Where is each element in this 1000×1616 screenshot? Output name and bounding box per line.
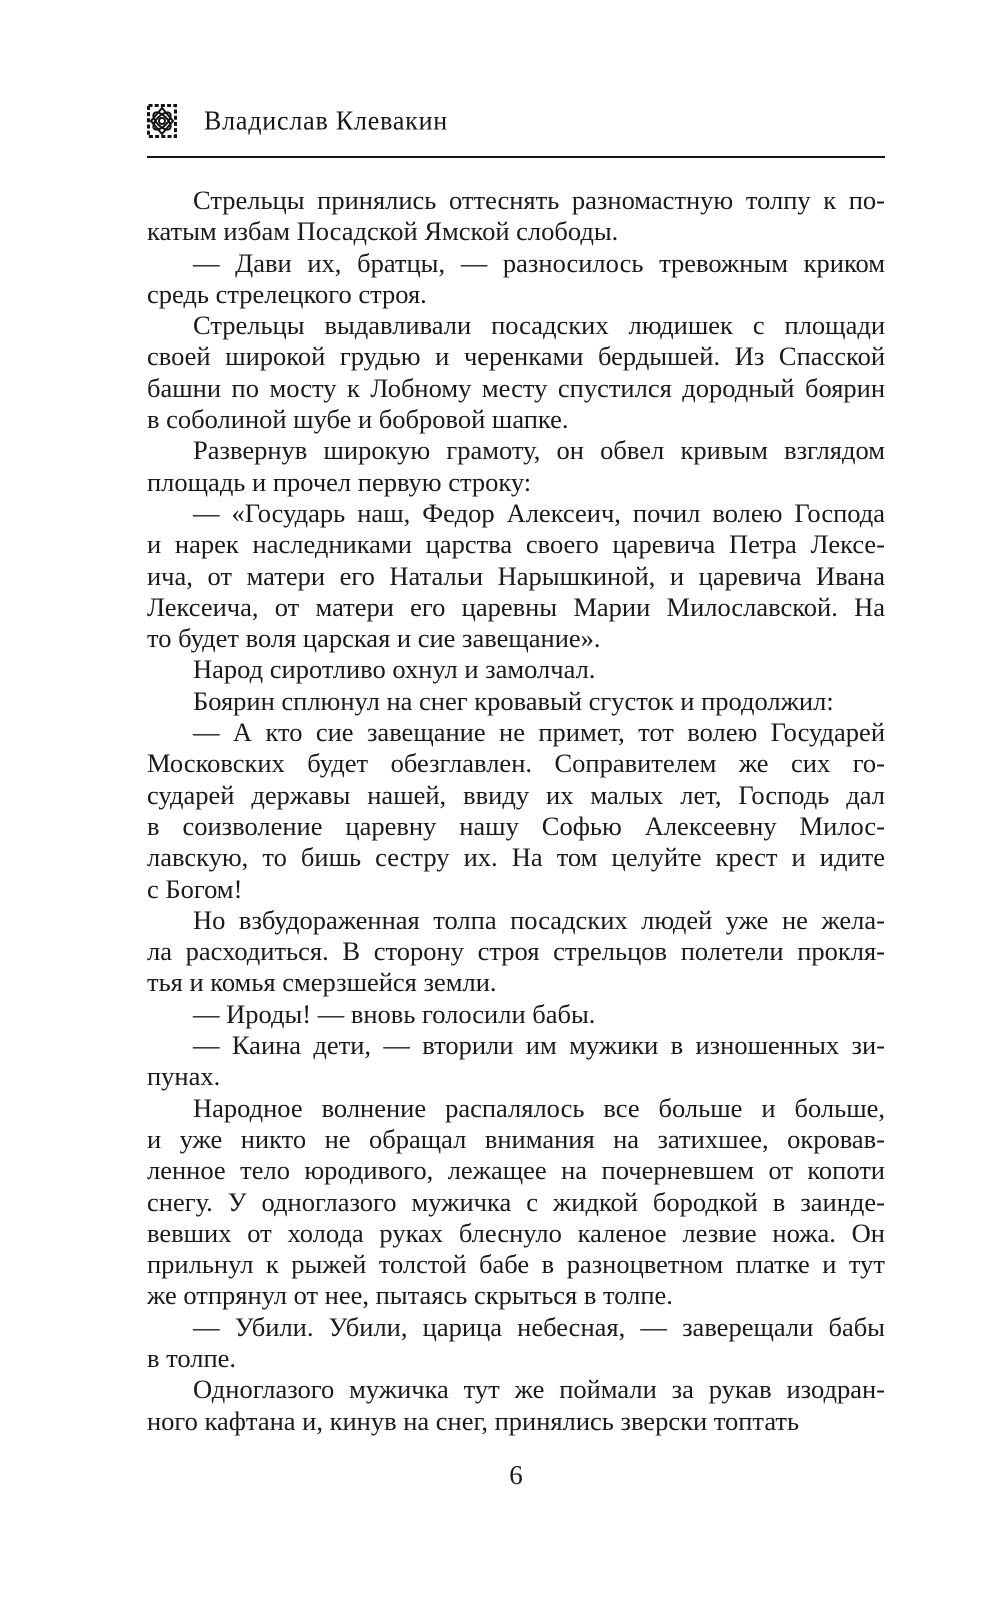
text-line: средь стрелецкого строя.: [147, 278, 427, 309]
author-name: Владислав Клевакин: [204, 105, 449, 136]
text-body: [147, 185, 885, 1437]
text-line: — Ироды! — вновь голосили бабы.: [193, 998, 596, 1029]
text-line: ича, от матери его Натальи Нарышкиной, и царевича Ивана: [147, 560, 885, 591]
text-line: ного кафтана и, кинув на снег, принялись зверски топтать: [147, 1405, 800, 1436]
text-line: своей широкой грудью и черенками бердышей. Из Спасской: [147, 341, 885, 372]
text-line: Развернув широкую грамоту, он обвел кривым взглядом: [193, 435, 885, 466]
text-line: тья и комья смерзшейся земли.: [147, 967, 497, 998]
text-line: и нарек наследниками царства своего царевича Петра Лексе-: [147, 529, 885, 560]
text-line: Но взбудораженная толпа посадских людей уже не жела-: [193, 904, 885, 935]
text-line: пунах.: [147, 1061, 221, 1092]
text-line: Стрельцы принялись оттеснять разномастную толпу к по-: [193, 185, 885, 215]
text-line: снегу. У одноглазого мужичка с жидкой бородкой в заинде-: [147, 1186, 885, 1217]
text-line: с Богом!: [147, 873, 243, 904]
celtic-knot-ornament-icon: [147, 104, 177, 138]
page-number: 6: [509, 1460, 523, 1490]
text-line: в соизволение царевну нашу Софью Алексеевну Милос-: [147, 810, 885, 841]
text-line: катым избам Посадской Ямской слободы.: [147, 216, 619, 247]
text-line: в толпе.: [147, 1342, 237, 1373]
text-line: Народное волнение распалялось все больше и больше,: [193, 1092, 885, 1123]
text-line: и уже никто не обращал внимания на затихшее, окровав-: [147, 1123, 885, 1154]
text-line: ла расходиться. В сторону строя стрельцов полетели прокля-: [147, 936, 885, 967]
text-line: — Каина дети, — вторили им мужики в изношенных зи-: [193, 1030, 885, 1061]
text-line: — А кто сие завещание не примет, тот волею Государей: [193, 717, 885, 748]
text-line: Народ сиротливо охнул и замолчал.: [193, 654, 596, 685]
text-line: прильнул к рыжей толстой бабе в разноцветном платке и тут: [147, 1249, 885, 1280]
text-line: площадь и прочел первую строку:: [147, 466, 532, 497]
text-line: Одноглазого мужичка тут же поймали за рукав изодран-: [193, 1374, 885, 1405]
header-rule: [147, 156, 885, 158]
text-line: Стрельцы выдавливали посадских людишек с площади: [193, 310, 885, 341]
text-line: сударей державы нашей, ввиду их малых лет, Господь дал: [147, 779, 885, 810]
text-line: Лексеича, от матери его царевны Марии Милославской. На: [147, 591, 885, 622]
text-line: же отпрянул от нее, пытаясь скрыться в толпе.: [147, 1280, 673, 1311]
text-line: — Убили. Убили, царица небесная, — заверещали бабы: [193, 1311, 885, 1342]
text-line: в соболиной шубе и бобровой шапке.: [147, 404, 569, 435]
text-line: — «Государь наш, Федор Алексеич, почил волею Господа: [193, 497, 885, 528]
text-line: ленное тело юродивого, лежащее на почерневшем от копоти: [147, 1155, 885, 1186]
text-line: лавскую, то бишь сестру их. На том целуйте крест и идите: [147, 842, 885, 873]
text-line: башни по мосту к Лобному месту спустился дородный боярин: [147, 372, 885, 403]
text-line: — Дави их, братцы, — разносилось тревожным криком: [193, 247, 885, 278]
text-line: Боярин сплюнул на снег кровавый сгусток и продолжил:: [193, 685, 834, 716]
text-line: вевших от холода руках блеснуло каленое лезвие ножа. Он: [147, 1217, 885, 1248]
running-header: [147, 104, 885, 138]
text-line: Московских будет обезглавлен. Соправителем же сих го-: [147, 748, 885, 779]
text-line: то будет воля царская и сие завещание».: [147, 623, 601, 654]
